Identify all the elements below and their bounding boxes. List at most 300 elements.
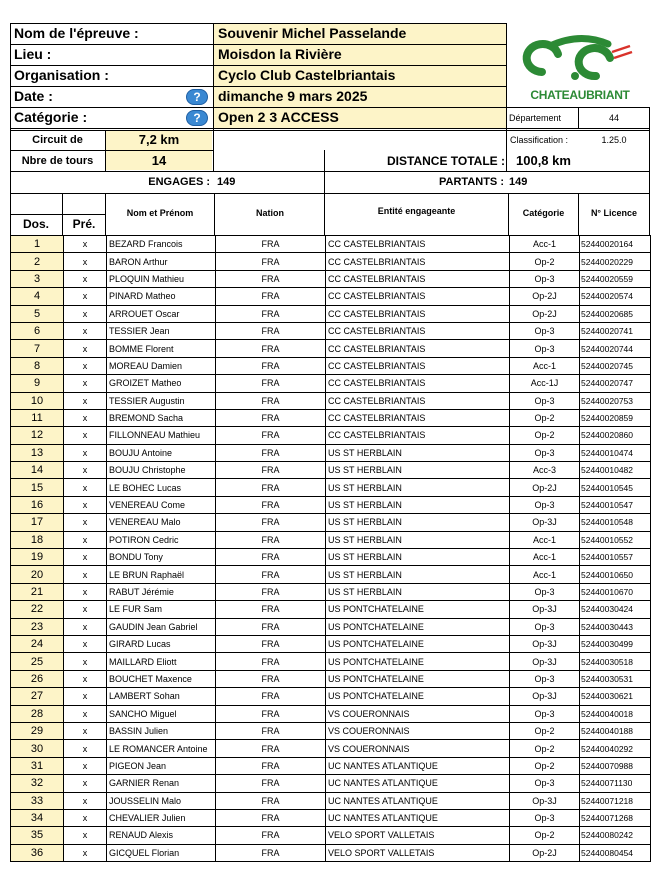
entity-cell[interactable]: US ST HERBLAIN [326,549,510,566]
presence-cell[interactable]: x [64,514,107,531]
category-cell[interactable]: Op-3J [510,792,580,809]
presence-cell[interactable]: x [64,531,107,548]
category-cell[interactable]: Op-3 [510,618,580,635]
table-row[interactable] [11,270,651,287]
licence-cell[interactable]: 52440071130 [580,775,651,792]
licence-cell[interactable]: 52440010547 [580,496,651,513]
rider-name-cell[interactable]: BEZARD Francois [107,236,216,253]
dos-cell[interactable]: 34 [11,809,64,826]
nation-cell[interactable]: FRA [216,618,326,635]
nation-cell[interactable]: FRA [216,496,326,513]
dos-cell[interactable]: 2 [11,253,64,270]
dos-cell[interactable]: 4 [11,288,64,305]
rider-name-cell[interactable]: GAUDIN Jean Gabriel [107,618,216,635]
category-cell[interactable]: Op-3J [510,688,580,705]
dos-cell[interactable]: 35 [11,827,64,844]
licence-cell[interactable]: 52440030443 [580,618,651,635]
nation-cell[interactable]: FRA [216,531,326,548]
nation-cell[interactable]: FRA [216,444,326,461]
category-cell[interactable]: Op-3 [510,270,580,287]
category-cell[interactable]: Acc-1 [510,236,580,253]
dos-cell[interactable]: 12 [11,427,64,444]
nation-cell[interactable]: FRA [216,288,326,305]
presence-cell[interactable]: x [64,827,107,844]
entity-cell[interactable]: CC CASTELBRIANTAIS [326,375,510,392]
entity-cell[interactable]: CC CASTELBRIANTAIS [326,322,510,339]
table-row[interactable] [11,688,651,705]
nation-cell[interactable]: FRA [216,653,326,670]
table-row[interactable] [11,792,651,809]
nation-cell[interactable]: FRA [216,757,326,774]
dos-cell[interactable]: 28 [11,705,64,722]
dos-cell[interactable]: 30 [11,740,64,757]
licence-cell[interactable]: 52440020559 [580,270,651,287]
rider-name-cell[interactable]: CHEVALIER Julien [107,809,216,826]
entity-cell[interactable]: VS COUERONNAIS [326,740,510,757]
entity-cell[interactable]: VELO SPORT VALLETAIS [326,827,510,844]
table-row[interactable] [11,288,651,305]
entity-cell[interactable]: VS COUERONNAIS [326,722,510,739]
presence-cell[interactable]: x [64,775,107,792]
licence-cell[interactable]: 52440070988 [580,757,651,774]
rider-name-cell[interactable]: BASSIN Julien [107,722,216,739]
nation-cell[interactable]: FRA [216,305,326,322]
licence-cell[interactable]: 52440020753 [580,392,651,409]
rider-name-cell[interactable]: PLOQUIN Mathieu [107,270,216,287]
col-header-name: Nom et Prénom [126,208,194,218]
nation-cell[interactable]: FRA [216,322,326,339]
entity-cell[interactable]: CC CASTELBRIANTAIS [326,253,510,270]
dos-cell[interactable]: 20 [11,566,64,583]
table-row[interactable] [11,844,651,861]
circuit-value[interactable]: 7,2 km [138,132,180,147]
presence-cell[interactable]: x [64,688,107,705]
licence-cell[interactable]: 52440020574 [580,288,651,305]
rider-name-cell[interactable]: BOMME Florent [107,340,216,357]
category-cell[interactable]: Acc-1 [510,566,580,583]
dos-cell[interactable]: 22 [11,601,64,618]
entity-cell[interactable]: US PONTCHATELAINE [326,618,510,635]
category-cell[interactable]: Op-3 [510,322,580,339]
rider-name-cell[interactable]: LE BRUN Raphaël [107,566,216,583]
entity-cell[interactable]: CC CASTELBRIANTAIS [326,305,510,322]
table-row[interactable] [11,549,651,566]
presence-cell[interactable]: x [64,409,107,426]
nation-cell[interactable]: FRA [216,236,326,253]
licence-cell[interactable]: 52440071218 [580,792,651,809]
licence-cell[interactable]: 52440040018 [580,705,651,722]
nation-cell[interactable]: FRA [216,462,326,479]
table-row[interactable] [11,340,651,357]
dos-cell[interactable]: 6 [11,322,64,339]
licence-cell[interactable]: 52440020744 [580,340,651,357]
presence-cell[interactable]: x [64,305,107,322]
presence-cell[interactable]: x [64,392,107,409]
category-cell[interactable]: Op-2J [510,479,580,496]
category-cell[interactable]: Acc-1 [510,531,580,548]
presence-cell[interactable]: x [64,322,107,339]
date-help-button[interactable]: ? [186,89,208,105]
rider-name-cell[interactable]: GICQUEL Florian [107,844,216,861]
presence-cell[interactable]: x [64,496,107,513]
licence-cell[interactable]: 52440020859 [580,409,651,426]
category-cell[interactable]: Op-3 [510,444,580,461]
table-row[interactable] [11,601,651,618]
category-cell[interactable]: Op-3 [510,809,580,826]
table-row[interactable] [11,479,651,496]
dos-cell[interactable]: 3 [11,270,64,287]
presence-cell[interactable]: x [64,705,107,722]
dos-cell[interactable]: 8 [11,357,64,374]
dos-cell[interactable]: 33 [11,792,64,809]
entity-cell[interactable]: US PONTCHATELAINE [326,635,510,652]
category-cell[interactable]: Acc-1 [510,357,580,374]
place-value[interactable]: Moisdon la Rivière [218,46,342,62]
rider-name-cell[interactable]: VENEREAU Malo [107,514,216,531]
licence-cell[interactable]: 52440020747 [580,375,651,392]
entity-cell[interactable]: CC CASTELBRIANTAIS [326,288,510,305]
presence-cell[interactable]: x [64,444,107,461]
presence-cell[interactable]: x [64,375,107,392]
licence-cell[interactable]: 52440020685 [580,305,651,322]
nation-cell[interactable]: FRA [216,270,326,287]
dos-cell[interactable]: 11 [11,409,64,426]
licence-cell[interactable]: 52440040292 [580,740,651,757]
dos-cell[interactable]: 17 [11,514,64,531]
presence-cell[interactable]: x [64,653,107,670]
table-row[interactable] [11,375,651,392]
licence-cell[interactable]: 52440020745 [580,357,651,374]
table-row[interactable] [11,305,651,322]
category-cell[interactable]: Op-2 [510,253,580,270]
dos-cell[interactable]: 9 [11,375,64,392]
licence-cell[interactable]: 52440010482 [580,462,651,479]
rider-name-cell[interactable]: VENEREAU Come [107,496,216,513]
rider-name-cell[interactable]: POTIRON Cedric [107,531,216,548]
presence-cell[interactable]: x [64,357,107,374]
nation-cell[interactable]: FRA [216,809,326,826]
presence-cell[interactable]: x [64,809,107,826]
table-row[interactable] [11,496,651,513]
table-row[interactable] [11,531,651,548]
category-cell[interactable]: Op-2 [510,740,580,757]
rider-name-cell[interactable]: ARROUET Oscar [107,305,216,322]
rider-name-cell[interactable]: BOUJU Antoine [107,444,216,461]
category-cell[interactable]: Op-2 [510,409,580,426]
entity-cell[interactable]: US ST HERBLAIN [326,462,510,479]
category-cell[interactable]: Op-2 [510,757,580,774]
category-cell[interactable]: Op-2 [510,427,580,444]
organisation-value[interactable]: Cyclo Club Castelbriantais [218,67,396,83]
dos-cell[interactable]: 19 [11,549,64,566]
rider-name-cell[interactable]: GROIZET Matheo [107,375,216,392]
category-cell[interactable]: Op-2 [510,827,580,844]
category-cell[interactable]: Op-3 [510,670,580,687]
rider-name-cell[interactable]: LE FUR Sam [107,601,216,618]
presence-cell[interactable]: x [64,288,107,305]
licence-cell[interactable]: 52440010474 [580,444,651,461]
nation-cell[interactable]: FRA [216,566,326,583]
presence-cell[interactable]: x [64,340,107,357]
dos-cell[interactable]: 21 [11,583,64,600]
nation-cell[interactable]: FRA [216,340,326,357]
nation-cell[interactable]: FRA [216,670,326,687]
licence-cell[interactable]: 52440020229 [580,253,651,270]
nation-cell[interactable]: FRA [216,827,326,844]
entity-cell[interactable]: UC NANTES ATLANTIQUE [326,775,510,792]
nation-cell[interactable]: FRA [216,479,326,496]
table-row[interactable] [11,827,651,844]
nation-cell[interactable]: FRA [216,635,326,652]
presence-cell[interactable]: x [64,601,107,618]
nation-cell[interactable]: FRA [216,253,326,270]
licence-cell[interactable]: 52440040188 [580,722,651,739]
category-cell[interactable]: Op-3 [510,392,580,409]
entity-cell[interactable]: US ST HERBLAIN [326,496,510,513]
rider-name-cell[interactable]: RABUT Jérémie [107,583,216,600]
dos-cell[interactable]: 5 [11,305,64,322]
table-row[interactable] [11,253,651,270]
licence-cell[interactable]: 52440071268 [580,809,651,826]
licence-cell[interactable]: 52440030499 [580,635,651,652]
dos-cell[interactable]: 16 [11,496,64,513]
table-row[interactable] [11,722,651,739]
presence-cell[interactable]: x [64,792,107,809]
table-row[interactable] [11,409,651,426]
rider-name-cell[interactable]: FILLONNEAU Mathieu [107,427,216,444]
category-cell[interactable]: Op-2J [510,288,580,305]
nation-cell[interactable]: FRA [216,705,326,722]
category-cell[interactable]: Op-3J [510,601,580,618]
nation-cell[interactable]: FRA [216,792,326,809]
event-name-value[interactable]: Souvenir Michel Passelande [218,25,407,41]
licence-cell[interactable]: 52440010670 [580,583,651,600]
table-row[interactable] [11,809,651,826]
entity-cell[interactable]: VS COUERONNAIS [326,705,510,722]
dos-cell[interactable]: 32 [11,775,64,792]
rider-name-cell[interactable]: GARNIER Renan [107,775,216,792]
presence-cell[interactable]: x [64,566,107,583]
presence-cell[interactable]: x [64,270,107,287]
dos-cell[interactable]: 23 [11,618,64,635]
nation-cell[interactable]: FRA [216,775,326,792]
table-row[interactable] [11,757,651,774]
rider-name-cell[interactable]: LAMBERT Sohan [107,688,216,705]
nation-cell[interactable]: FRA [216,514,326,531]
presence-cell[interactable]: x [64,462,107,479]
date-value[interactable]: dimanche 9 mars 2025 [218,88,368,104]
table-row[interactable] [11,427,651,444]
dos-cell[interactable]: 1 [11,236,64,253]
classification-value: 1.25.0 [601,135,627,145]
nation-cell[interactable]: FRA [216,357,326,374]
licence-cell[interactable]: 52440080242 [580,827,651,844]
category-cell[interactable]: Acc-1J [510,375,580,392]
rider-name-cell[interactable]: MAILLARD Eliott [107,653,216,670]
dos-cell[interactable]: 25 [11,653,64,670]
nation-cell[interactable]: FRA [216,722,326,739]
category-cell[interactable]: Op-2 [510,722,580,739]
rider-name-cell[interactable]: BOUJU Christophe [107,462,216,479]
nation-cell[interactable]: FRA [216,549,326,566]
nation-cell[interactable]: FRA [216,844,326,861]
table-row[interactable] [11,444,651,461]
category-cell[interactable]: Op-3J [510,653,580,670]
entity-cell[interactable]: US ST HERBLAIN [326,583,510,600]
rider-name-cell[interactable]: BARON Arthur [107,253,216,270]
licence-cell[interactable]: 52440030518 [580,653,651,670]
dos-cell[interactable]: 31 [11,757,64,774]
presence-cell[interactable]: x [64,844,107,861]
table-row[interactable] [11,236,651,253]
table-row[interactable] [11,357,651,374]
table-row[interactable] [11,775,651,792]
presence-cell[interactable]: x [64,583,107,600]
rider-name-cell[interactable]: SANCHO Miguel [107,705,216,722]
licence-cell[interactable]: 52440030424 [580,601,651,618]
dos-cell[interactable]: 36 [11,844,64,861]
entity-cell[interactable]: US ST HERBLAIN [326,566,510,583]
licence-cell[interactable]: 52440010548 [580,514,651,531]
presence-cell[interactable]: x [64,670,107,687]
rider-name-cell[interactable]: PINARD Matheo [107,288,216,305]
category-help-button[interactable]: ? [186,110,208,126]
entity-cell[interactable]: CC CASTELBRIANTAIS [326,270,510,287]
presence-cell[interactable]: x [64,757,107,774]
presence-cell[interactable]: x [64,479,107,496]
presence-cell[interactable]: x [64,427,107,444]
entity-cell[interactable]: US ST HERBLAIN [326,444,510,461]
presence-cell[interactable]: x [64,253,107,270]
entity-cell[interactable]: US ST HERBLAIN [326,479,510,496]
licence-cell[interactable]: 52440030621 [580,688,651,705]
licence-cell[interactable]: 52440010650 [580,566,651,583]
rider-name-cell[interactable]: MOREAU Damien [107,357,216,374]
table-row[interactable] [11,670,651,687]
presence-cell[interactable]: x [64,740,107,757]
nation-cell[interactable]: FRA [216,409,326,426]
entity-cell[interactable]: CC CASTELBRIANTAIS [326,409,510,426]
nation-cell[interactable]: FRA [216,427,326,444]
dos-cell[interactable]: 18 [11,531,64,548]
entity-cell[interactable]: US PONTCHATELAINE [326,601,510,618]
presence-cell[interactable]: x [64,236,107,253]
entity-cell[interactable]: CC CASTELBRIANTAIS [326,340,510,357]
category-cell[interactable]: Op-3 [510,705,580,722]
entity-cell[interactable]: CC CASTELBRIANTAIS [326,357,510,374]
dos-cell[interactable]: 29 [11,722,64,739]
dos-cell[interactable]: 14 [11,462,64,479]
table-row[interactable] [11,322,651,339]
table-row[interactable] [11,583,651,600]
dos-cell[interactable]: 13 [11,444,64,461]
rider-name-cell[interactable]: LE ROMANCER Antoine [107,740,216,757]
category-cell[interactable]: Op-3J [510,635,580,652]
entity-cell[interactable]: US PONTCHATELAINE [326,688,510,705]
rider-name-cell[interactable]: BONDU Tony [107,549,216,566]
entity-cell[interactable]: CC CASTELBRIANTAIS [326,236,510,253]
nation-cell[interactable]: FRA [216,392,326,409]
table-row[interactable] [11,705,651,722]
rider-name-cell[interactable]: BREMOND Sacha [107,409,216,426]
dos-cell[interactable]: 15 [11,479,64,496]
dos-cell[interactable]: 26 [11,670,64,687]
dos-cell[interactable]: 27 [11,688,64,705]
entity-cell[interactable]: US ST HERBLAIN [326,531,510,548]
entity-cell[interactable]: US ST HERBLAIN [326,514,510,531]
rider-name-cell[interactable]: JOUSSELIN Malo [107,792,216,809]
category-cell[interactable]: Acc-1 [510,549,580,566]
licence-cell[interactable]: 52440020860 [580,427,651,444]
entity-cell[interactable]: CC CASTELBRIANTAIS [326,392,510,409]
category-cell[interactable]: Op-2J [510,844,580,861]
category-cell[interactable]: Op-3 [510,775,580,792]
nation-cell[interactable]: FRA [216,688,326,705]
table-row[interactable] [11,653,651,670]
category-cell[interactable]: Op-3 [510,496,580,513]
table-row[interactable] [11,392,651,409]
table-row[interactable] [11,514,651,531]
rider-name-cell[interactable]: TESSIER Augustin [107,392,216,409]
presence-cell[interactable]: x [64,549,107,566]
rider-name-cell[interactable]: GIRARD Lucas [107,635,216,652]
licence-cell[interactable]: 52440010552 [580,531,651,548]
entity-cell[interactable]: US PONTCHATELAINE [326,653,510,670]
rider-name-cell[interactable]: LE BOHEC Lucas [107,479,216,496]
entity-cell[interactable]: UC NANTES ATLANTIQUE [326,792,510,809]
category-value[interactable]: Open 2 3 ACCESS [218,109,339,125]
table-row[interactable] [11,618,651,635]
tours-value[interactable]: 14 [151,153,167,168]
nation-cell[interactable]: FRA [216,601,326,618]
rider-name-cell[interactable]: TESSIER Jean [107,322,216,339]
entity-cell[interactable]: VELO SPORT VALLETAIS [326,844,510,861]
rider-name-cell[interactable]: PIGEON Jean [107,757,216,774]
licence-cell[interactable]: 52440030531 [580,670,651,687]
nation-cell[interactable]: FRA [216,740,326,757]
entity-cell[interactable]: CC CASTELBRIANTAIS [326,427,510,444]
licence-cell[interactable]: 52440020741 [580,322,651,339]
entity-cell[interactable]: UC NANTES ATLANTIQUE [326,757,510,774]
entity-cell[interactable]: UC NANTES ATLANTIQUE [326,809,510,826]
rider-name-cell[interactable]: BOUCHET Maxence [107,670,216,687]
table-row[interactable] [11,566,651,583]
table-row[interactable] [11,635,651,652]
nation-cell[interactable]: FRA [216,583,326,600]
licence-cell[interactable]: 52440010557 [580,549,651,566]
rider-name-cell[interactable]: RENAUD Alexis [107,827,216,844]
classification-label: Classification : [510,135,569,145]
licence-cell[interactable]: 52440080454 [580,844,651,861]
licence-cell[interactable]: 52440010545 [580,479,651,496]
licence-cell[interactable]: 52440020164 [580,236,651,253]
category-cell[interactable]: Op-3 [510,583,580,600]
entity-cell[interactable]: US PONTCHATELAINE [326,670,510,687]
presence-cell[interactable]: x [64,635,107,652]
nation-cell[interactable]: FRA [216,375,326,392]
dos-cell[interactable]: 10 [11,392,64,409]
table-row[interactable] [11,462,651,479]
table-row[interactable] [11,740,651,757]
category-cell[interactable]: Op-3J [510,514,580,531]
dos-cell[interactable]: 24 [11,635,64,652]
category-cell[interactable]: Acc-3 [510,462,580,479]
presence-cell[interactable]: x [64,722,107,739]
category-cell[interactable]: Op-2J [510,305,580,322]
dos-cell[interactable]: 7 [11,340,64,357]
category-cell[interactable]: Op-3 [510,340,580,357]
presence-cell[interactable]: x [64,618,107,635]
